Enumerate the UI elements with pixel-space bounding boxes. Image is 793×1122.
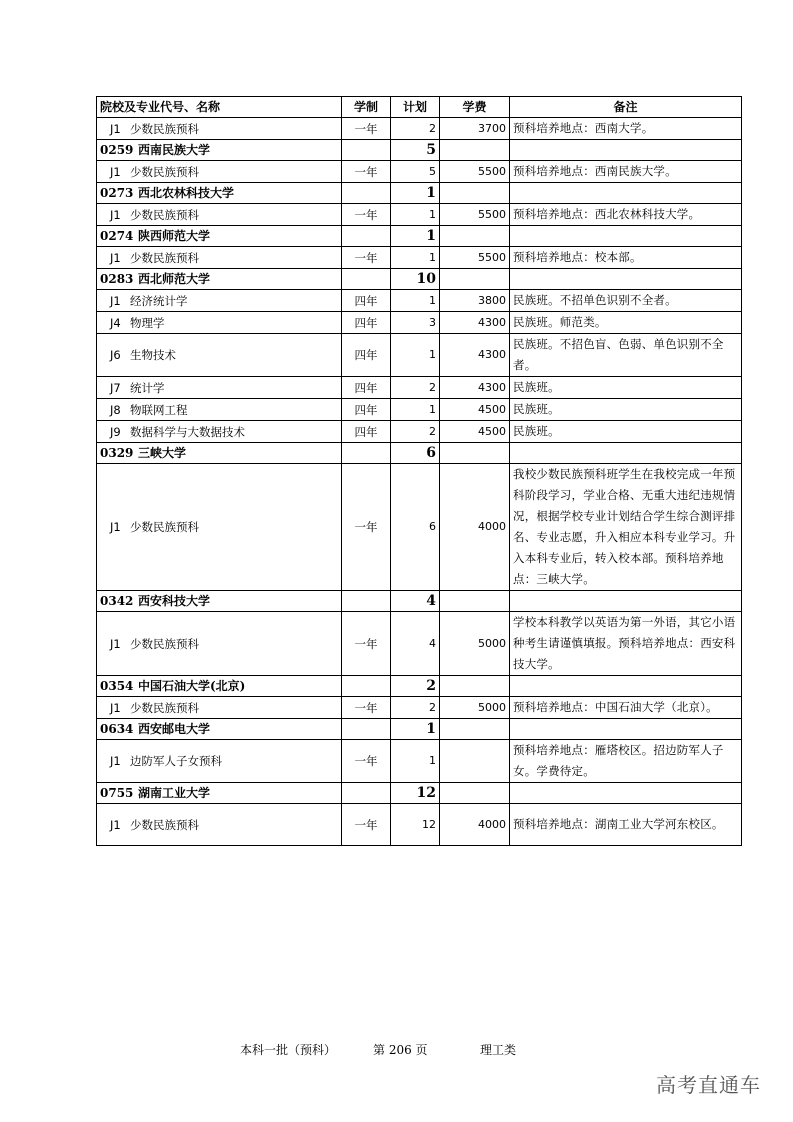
plan-cell bbox=[391, 464, 440, 591]
major-row bbox=[97, 161, 742, 183]
remark-text: 预科培养地点：西南大学。 bbox=[513, 121, 654, 135]
school-name-cell bbox=[97, 443, 342, 464]
note-cell bbox=[510, 443, 742, 464]
plan-cell bbox=[391, 204, 440, 226]
plan-cell bbox=[391, 183, 440, 204]
length-cell bbox=[342, 312, 391, 334]
length-cell bbox=[342, 697, 391, 719]
plan-cell bbox=[391, 697, 440, 719]
major-name: 少数民族预科 bbox=[130, 520, 199, 534]
school-row bbox=[97, 676, 742, 697]
study-length: 四年 bbox=[354, 293, 378, 308]
length-cell bbox=[342, 269, 391, 290]
fee-cell bbox=[440, 247, 510, 269]
remark-text: 预科培养地点：中国石油大学（北京）。 bbox=[513, 700, 718, 714]
major-code: J4 bbox=[110, 315, 121, 330]
school-row bbox=[97, 783, 742, 804]
length-cell bbox=[342, 443, 391, 464]
plan-count: 2 bbox=[429, 380, 436, 394]
school-plan-count: 1 bbox=[426, 185, 436, 201]
major-code: J1 bbox=[110, 636, 121, 651]
note-cell bbox=[510, 464, 742, 591]
school-code: 0342 bbox=[100, 594, 134, 608]
plan-cell bbox=[391, 334, 440, 377]
school-row bbox=[97, 443, 742, 464]
major-row bbox=[97, 290, 742, 312]
tuition-fee: 5500 bbox=[478, 164, 506, 178]
major-row bbox=[97, 399, 742, 421]
plan-count: 1 bbox=[429, 250, 436, 264]
plan-count: 1 bbox=[429, 754, 436, 767]
fee-cell bbox=[440, 612, 510, 676]
school-code: 0354 bbox=[100, 679, 134, 693]
length-cell bbox=[342, 464, 391, 591]
school-code: 0755 bbox=[100, 786, 134, 800]
major-name: 少数民族预科 bbox=[130, 636, 199, 651]
fee-cell bbox=[440, 399, 510, 421]
major-name: 少数民族预科 bbox=[130, 817, 199, 832]
fee-cell bbox=[440, 697, 510, 719]
plan-cell bbox=[391, 740, 440, 783]
major-name: 生物技术 bbox=[130, 348, 176, 362]
school-name-cell bbox=[97, 140, 342, 161]
plan-cell bbox=[391, 377, 440, 399]
plan-cell bbox=[391, 676, 440, 697]
major-row bbox=[97, 697, 742, 719]
remark-text: 学校本科教学以英语为第一外语，其它小语种考生请谨慎填报。预科培养地点：西安科技大学。 bbox=[513, 615, 736, 671]
study-length: 一年 bbox=[354, 164, 378, 179]
remark-text: 预科培养地点：湖南工业大学河东校区。 bbox=[513, 817, 724, 831]
plan-cell bbox=[391, 161, 440, 183]
enrollment-plan-table bbox=[96, 96, 742, 846]
school-plan-count: 6 bbox=[426, 445, 436, 461]
note-cell bbox=[510, 591, 742, 612]
plan-cell bbox=[391, 612, 440, 676]
fee-cell bbox=[440, 183, 510, 204]
plan-count: 6 bbox=[429, 520, 436, 533]
remark-text: 民族班。师范类。 bbox=[513, 315, 607, 329]
tuition-fee: 3800 bbox=[478, 293, 506, 307]
length-cell bbox=[342, 334, 391, 377]
school-plan-count: 4 bbox=[426, 593, 436, 609]
header-fee: 学费 bbox=[440, 97, 510, 118]
major-name-cell bbox=[97, 697, 342, 719]
length-cell bbox=[342, 612, 391, 676]
school-plan-count: 2 bbox=[426, 678, 436, 694]
fee-cell bbox=[440, 140, 510, 161]
major-name: 边防军人子女预科 bbox=[130, 754, 222, 768]
plan-cell bbox=[391, 719, 440, 740]
school-row bbox=[97, 183, 742, 204]
school-plan-count: 5 bbox=[426, 142, 436, 158]
note-cell bbox=[510, 118, 742, 140]
major-row bbox=[97, 204, 742, 226]
length-cell bbox=[342, 247, 391, 269]
table-header-row bbox=[97, 97, 742, 118]
length-cell bbox=[342, 591, 391, 612]
plan-cell bbox=[391, 226, 440, 247]
note-cell bbox=[510, 312, 742, 334]
school-plan-count: 1 bbox=[426, 721, 436, 737]
note-cell bbox=[510, 740, 742, 783]
remark-text: 我校少数民族预科班学生在我校完成一年预科阶段学习，学业合格、无重大违纪违规情况，根据学校专业计划结合学生综合测评排名、专业志愿，升入相应本科专业学习。升入本科专业后，转入校本部。预科培养地点：三峡大学。 bbox=[513, 467, 736, 586]
length-cell bbox=[342, 140, 391, 161]
plan-count: 4 bbox=[429, 636, 436, 650]
plan-cell bbox=[391, 269, 440, 290]
table-body bbox=[97, 118, 742, 846]
length-cell bbox=[342, 226, 391, 247]
fee-cell bbox=[440, 719, 510, 740]
plan-cell bbox=[391, 421, 440, 443]
note-cell bbox=[510, 719, 742, 740]
header-plan: 计划 bbox=[391, 97, 440, 118]
note-cell bbox=[510, 140, 742, 161]
school-name-cell bbox=[97, 226, 342, 247]
note-cell bbox=[510, 247, 742, 269]
tuition-fee: 4300 bbox=[478, 348, 506, 361]
school-code: 0274 bbox=[100, 229, 134, 243]
fee-cell bbox=[440, 269, 510, 290]
major-code: J1 bbox=[110, 207, 121, 222]
fee-cell bbox=[440, 464, 510, 591]
major-code: J1 bbox=[110, 817, 121, 832]
major-row bbox=[97, 247, 742, 269]
major-name-cell bbox=[97, 740, 342, 783]
header-note: 备注 bbox=[510, 97, 742, 118]
plan-count: 1 bbox=[429, 293, 436, 307]
school-name-cell bbox=[97, 183, 342, 204]
major-code: J1 bbox=[110, 164, 121, 179]
length-cell bbox=[342, 676, 391, 697]
remark-text: 民族班。 bbox=[513, 424, 560, 438]
length-cell bbox=[342, 421, 391, 443]
study-length: 一年 bbox=[354, 700, 378, 715]
fee-cell bbox=[440, 443, 510, 464]
fee-cell bbox=[440, 290, 510, 312]
plan-cell bbox=[391, 247, 440, 269]
watermark-logo: 高考直通车 bbox=[656, 1073, 761, 1097]
fee-cell bbox=[440, 804, 510, 846]
fee-cell bbox=[440, 312, 510, 334]
length-cell bbox=[342, 118, 391, 140]
school-code: 0283 bbox=[100, 272, 134, 286]
note-cell bbox=[510, 612, 742, 676]
school-name-cell bbox=[97, 676, 342, 697]
tuition-fee: 4500 bbox=[478, 424, 506, 438]
note-cell bbox=[510, 783, 742, 804]
header-name: 院校及专业代号、名称 bbox=[97, 97, 342, 118]
plan-count: 1 bbox=[429, 348, 436, 361]
major-row bbox=[97, 464, 742, 591]
major-row bbox=[97, 421, 742, 443]
major-row bbox=[97, 804, 742, 846]
major-name-cell bbox=[97, 204, 342, 226]
note-cell bbox=[510, 697, 742, 719]
major-row bbox=[97, 118, 742, 140]
tuition-fee: 4000 bbox=[478, 520, 506, 533]
school-plan-count: 1 bbox=[426, 228, 436, 244]
remark-text: 民族班。 bbox=[513, 402, 560, 416]
major-code: J6 bbox=[110, 348, 121, 362]
plan-cell bbox=[391, 118, 440, 140]
major-row bbox=[97, 612, 742, 676]
length-cell bbox=[342, 804, 391, 846]
tuition-fee: 3700 bbox=[478, 121, 506, 135]
major-row bbox=[97, 312, 742, 334]
major-name: 少数民族预科 bbox=[130, 700, 199, 715]
major-code: J1 bbox=[110, 121, 121, 136]
length-cell bbox=[342, 183, 391, 204]
major-code: J1 bbox=[110, 754, 121, 768]
tuition-fee: 4300 bbox=[478, 380, 506, 394]
study-length: 四年 bbox=[354, 380, 378, 395]
major-code: J1 bbox=[110, 250, 121, 265]
school-name: 西安邮电大学 bbox=[138, 722, 211, 736]
plan-count: 2 bbox=[429, 700, 436, 714]
school-name-cell bbox=[97, 269, 342, 290]
school-name-cell bbox=[97, 591, 342, 612]
footer-page-number: 第 206 页 bbox=[373, 1043, 428, 1057]
plan-cell bbox=[391, 591, 440, 612]
fee-cell bbox=[440, 334, 510, 377]
fee-cell bbox=[440, 118, 510, 140]
plan-count: 1 bbox=[429, 402, 436, 416]
fee-cell bbox=[440, 783, 510, 804]
major-code: J9 bbox=[110, 424, 121, 439]
school-code: 0634 bbox=[100, 722, 134, 736]
major-name: 少数民族预科 bbox=[130, 250, 199, 265]
fee-cell bbox=[440, 421, 510, 443]
school-row bbox=[97, 719, 742, 740]
school-name: 西安科技大学 bbox=[138, 594, 211, 608]
tuition-fee: 5000 bbox=[478, 636, 506, 650]
study-length: 一年 bbox=[354, 207, 378, 222]
major-code: J7 bbox=[110, 380, 121, 395]
note-cell bbox=[510, 204, 742, 226]
major-name-cell bbox=[97, 118, 342, 140]
footer-batch: 本科一批（预科） bbox=[240, 1043, 337, 1057]
length-cell bbox=[342, 161, 391, 183]
note-cell bbox=[510, 399, 742, 421]
note-cell bbox=[510, 290, 742, 312]
study-length: 四年 bbox=[354, 315, 378, 330]
major-name-cell bbox=[97, 161, 342, 183]
study-length: 一年 bbox=[354, 121, 378, 136]
fee-cell bbox=[440, 740, 510, 783]
fee-cell bbox=[440, 676, 510, 697]
major-name: 物联网工程 bbox=[130, 402, 188, 417]
remark-text: 民族班。不招色盲、色弱、单色识别不全者。 bbox=[513, 337, 724, 372]
tuition-fee: 5500 bbox=[478, 207, 506, 221]
major-name-cell bbox=[97, 612, 342, 676]
school-row bbox=[97, 226, 742, 247]
school-name: 湖南工业大学 bbox=[138, 786, 211, 800]
length-cell bbox=[342, 377, 391, 399]
major-code: J8 bbox=[110, 402, 121, 417]
remark-text: 民族班。 bbox=[513, 380, 560, 394]
tuition-fee: 4500 bbox=[478, 402, 506, 416]
header-length: 学制 bbox=[342, 97, 391, 118]
major-name: 经济统计学 bbox=[130, 293, 188, 308]
major-row bbox=[97, 740, 742, 783]
study-length: 一年 bbox=[354, 754, 378, 768]
note-cell bbox=[510, 804, 742, 846]
remark-text: 预科培养地点：西北农林科技大学。 bbox=[513, 207, 701, 221]
major-name: 物理学 bbox=[130, 315, 165, 330]
length-cell bbox=[342, 204, 391, 226]
major-row bbox=[97, 334, 742, 377]
tuition-fee: 5500 bbox=[478, 250, 506, 264]
school-code: 0329 bbox=[100, 446, 134, 460]
major-name: 少数民族预科 bbox=[130, 207, 199, 222]
school-plan-count: 10 bbox=[416, 271, 436, 287]
note-cell bbox=[510, 334, 742, 377]
major-name: 少数民族预科 bbox=[130, 121, 199, 136]
major-code: J1 bbox=[110, 700, 121, 715]
fee-cell bbox=[440, 161, 510, 183]
plan-count: 5 bbox=[429, 164, 436, 178]
note-cell bbox=[510, 161, 742, 183]
study-length: 一年 bbox=[354, 817, 378, 832]
plan-cell bbox=[391, 312, 440, 334]
footer-category: 理工类 bbox=[480, 1043, 517, 1057]
tuition-fee: 5000 bbox=[478, 700, 506, 714]
major-name-cell bbox=[97, 334, 342, 377]
plan-count: 1 bbox=[429, 207, 436, 221]
school-name: 三峡大学 bbox=[138, 446, 187, 460]
plan-cell bbox=[391, 443, 440, 464]
school-name: 西北农林科技大学 bbox=[138, 186, 235, 200]
note-cell bbox=[510, 269, 742, 290]
plan-cell bbox=[391, 804, 440, 846]
school-plan-count: 12 bbox=[416, 785, 436, 801]
fee-cell bbox=[440, 204, 510, 226]
note-cell bbox=[510, 226, 742, 247]
school-name-cell bbox=[97, 783, 342, 804]
study-length: 四年 bbox=[354, 348, 378, 362]
plan-cell bbox=[391, 140, 440, 161]
major-name-cell bbox=[97, 290, 342, 312]
major-name-cell bbox=[97, 464, 342, 591]
length-cell bbox=[342, 719, 391, 740]
major-name: 少数民族预科 bbox=[130, 164, 199, 179]
study-length: 四年 bbox=[354, 402, 378, 417]
study-length: 一年 bbox=[354, 250, 378, 265]
school-code: 0273 bbox=[100, 186, 134, 200]
school-name: 陕西师范大学 bbox=[138, 229, 211, 243]
study-length: 一年 bbox=[354, 520, 378, 534]
major-name: 数据科学与大数据技术 bbox=[130, 424, 245, 439]
plan-cell bbox=[391, 399, 440, 421]
plan-cell bbox=[391, 783, 440, 804]
major-name: 统计学 bbox=[130, 380, 165, 395]
note-cell bbox=[510, 676, 742, 697]
school-code: 0259 bbox=[100, 143, 134, 157]
school-name: 西南民族大学 bbox=[138, 143, 211, 157]
plan-count: 2 bbox=[429, 121, 436, 135]
school-name: 西北师范大学 bbox=[138, 272, 211, 286]
major-name-cell bbox=[97, 377, 342, 399]
length-cell bbox=[342, 290, 391, 312]
fee-cell bbox=[440, 226, 510, 247]
remark-text: 预科培养地点：校本部。 bbox=[513, 250, 642, 264]
note-cell bbox=[510, 183, 742, 204]
study-length: 一年 bbox=[354, 636, 378, 651]
remark-text: 预科培养地点：西南民族大学。 bbox=[513, 164, 677, 178]
school-name-cell bbox=[97, 719, 342, 740]
length-cell bbox=[342, 740, 391, 783]
tuition-fee: 4300 bbox=[478, 315, 506, 329]
plan-count: 12 bbox=[422, 817, 436, 831]
tuition-fee: 4000 bbox=[478, 817, 506, 831]
length-cell bbox=[342, 783, 391, 804]
remark-text: 预科培养地点：雁塔校区。招边防军人子女。学费待定。 bbox=[513, 743, 724, 778]
major-name-cell bbox=[97, 421, 342, 443]
remark-text: 民族班。不招单色识别不全者。 bbox=[513, 293, 677, 307]
study-length: 四年 bbox=[354, 424, 378, 439]
major-name-cell bbox=[97, 312, 342, 334]
major-code: J1 bbox=[110, 293, 121, 308]
fee-cell bbox=[440, 591, 510, 612]
major-code: J1 bbox=[110, 520, 121, 534]
school-name: 中国石油大学(北京) bbox=[138, 679, 246, 693]
school-row bbox=[97, 269, 742, 290]
length-cell bbox=[342, 399, 391, 421]
fee-cell bbox=[440, 377, 510, 399]
plan-count: 2 bbox=[429, 424, 436, 438]
school-row bbox=[97, 140, 742, 161]
note-cell bbox=[510, 421, 742, 443]
major-name-cell bbox=[97, 247, 342, 269]
note-cell bbox=[510, 377, 742, 399]
major-name-cell bbox=[97, 804, 342, 846]
major-name-cell bbox=[97, 399, 342, 421]
plan-count: 3 bbox=[429, 315, 436, 329]
major-row bbox=[97, 377, 742, 399]
school-row bbox=[97, 591, 742, 612]
plan-cell bbox=[391, 290, 440, 312]
